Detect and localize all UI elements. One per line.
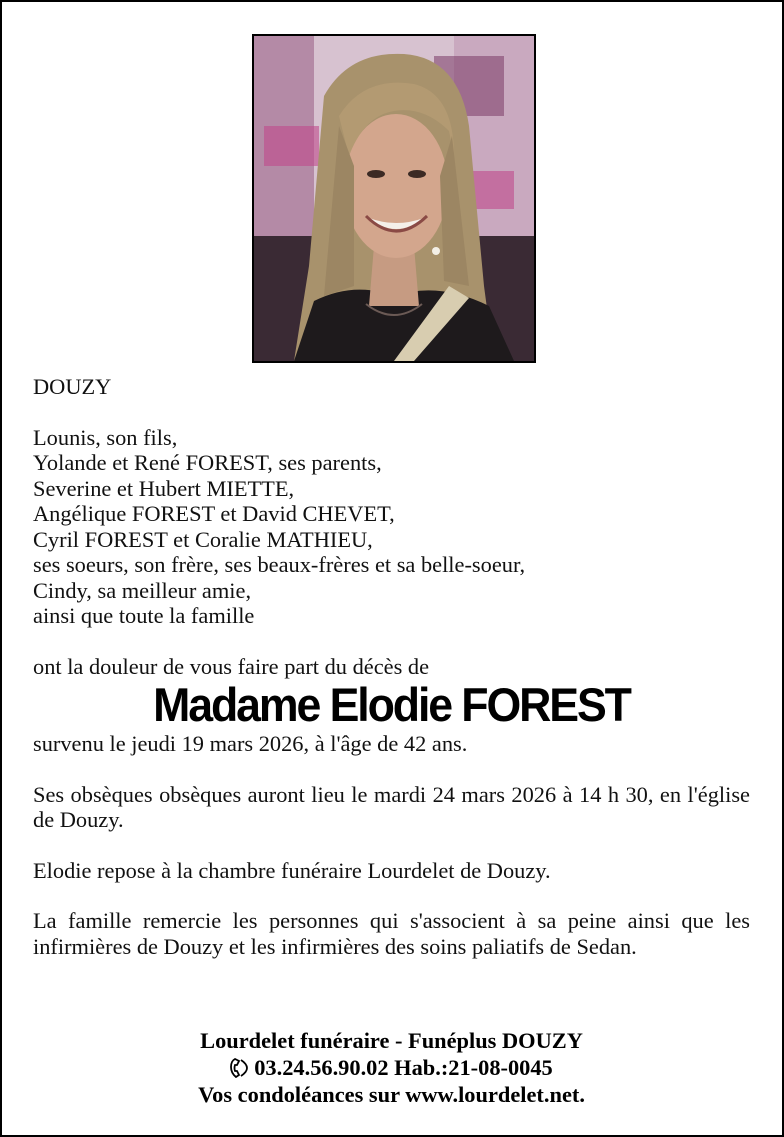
phone-line-row bbox=[33, 1054, 750, 1081]
family-line: Cindy, sa meilleur amie, bbox=[33, 577, 252, 603]
funeral-info: Ses obsèques obsèques auront lieu le mardi 24 mars 2026 à 14 h 30, en l'église de Douzy. bbox=[33, 781, 750, 832]
family-list bbox=[33, 425, 750, 629]
phone-number: 03.24.56.90.02 Hab.:21-08-0045 bbox=[254, 1055, 553, 1080]
thanks-message: La famille remercie les personnes qui s'associent à sa peine ainsi que les infirmières de Douzy et les infirmières des soins paliatifs de Sedan. bbox=[33, 908, 750, 959]
portrait-photo bbox=[252, 34, 536, 363]
portrait-image bbox=[254, 36, 534, 361]
funeral-home-footer bbox=[33, 1027, 750, 1108]
obituary-text bbox=[33, 374, 750, 959]
death-info: survenu le jeudi 19 mars 2026, à l'âge de 42 ans. bbox=[33, 731, 468, 756]
announcement: ont la douleur de vous faire part du décès de bbox=[33, 653, 430, 679]
family-line: Yolande et René FOREST, ses parents, bbox=[33, 450, 382, 475]
rest-info: Elodie repose à la chambre funéraire Lourdelet de Douzy. bbox=[33, 857, 551, 883]
family-line: ses soeurs, son frère, ses beaux-frères et sa belle-soeur, bbox=[33, 552, 526, 577]
family-line: Cyril FOREST et Coralie MATHIEU, bbox=[33, 526, 373, 552]
phone-icon bbox=[230, 1057, 248, 1077]
family-line: Angélique FOREST et David CHEVET, bbox=[33, 501, 395, 526]
funeral-home-name: Lourdelet funéraire - Funéplus DOUZY bbox=[200, 1028, 583, 1053]
family-line: Severine et Hubert MIETTE, bbox=[33, 475, 295, 501]
family-line: ainsi que toute la famille bbox=[33, 603, 255, 628]
condolences-link[interactable]: Vos condoléances sur www.lourdelet.net. bbox=[198, 1082, 585, 1107]
family-line: Lounis, son fils, bbox=[33, 424, 178, 450]
town-heading: DOUZY bbox=[33, 374, 112, 399]
deceased-name: Madame Elodie FOREST bbox=[153, 678, 630, 731]
